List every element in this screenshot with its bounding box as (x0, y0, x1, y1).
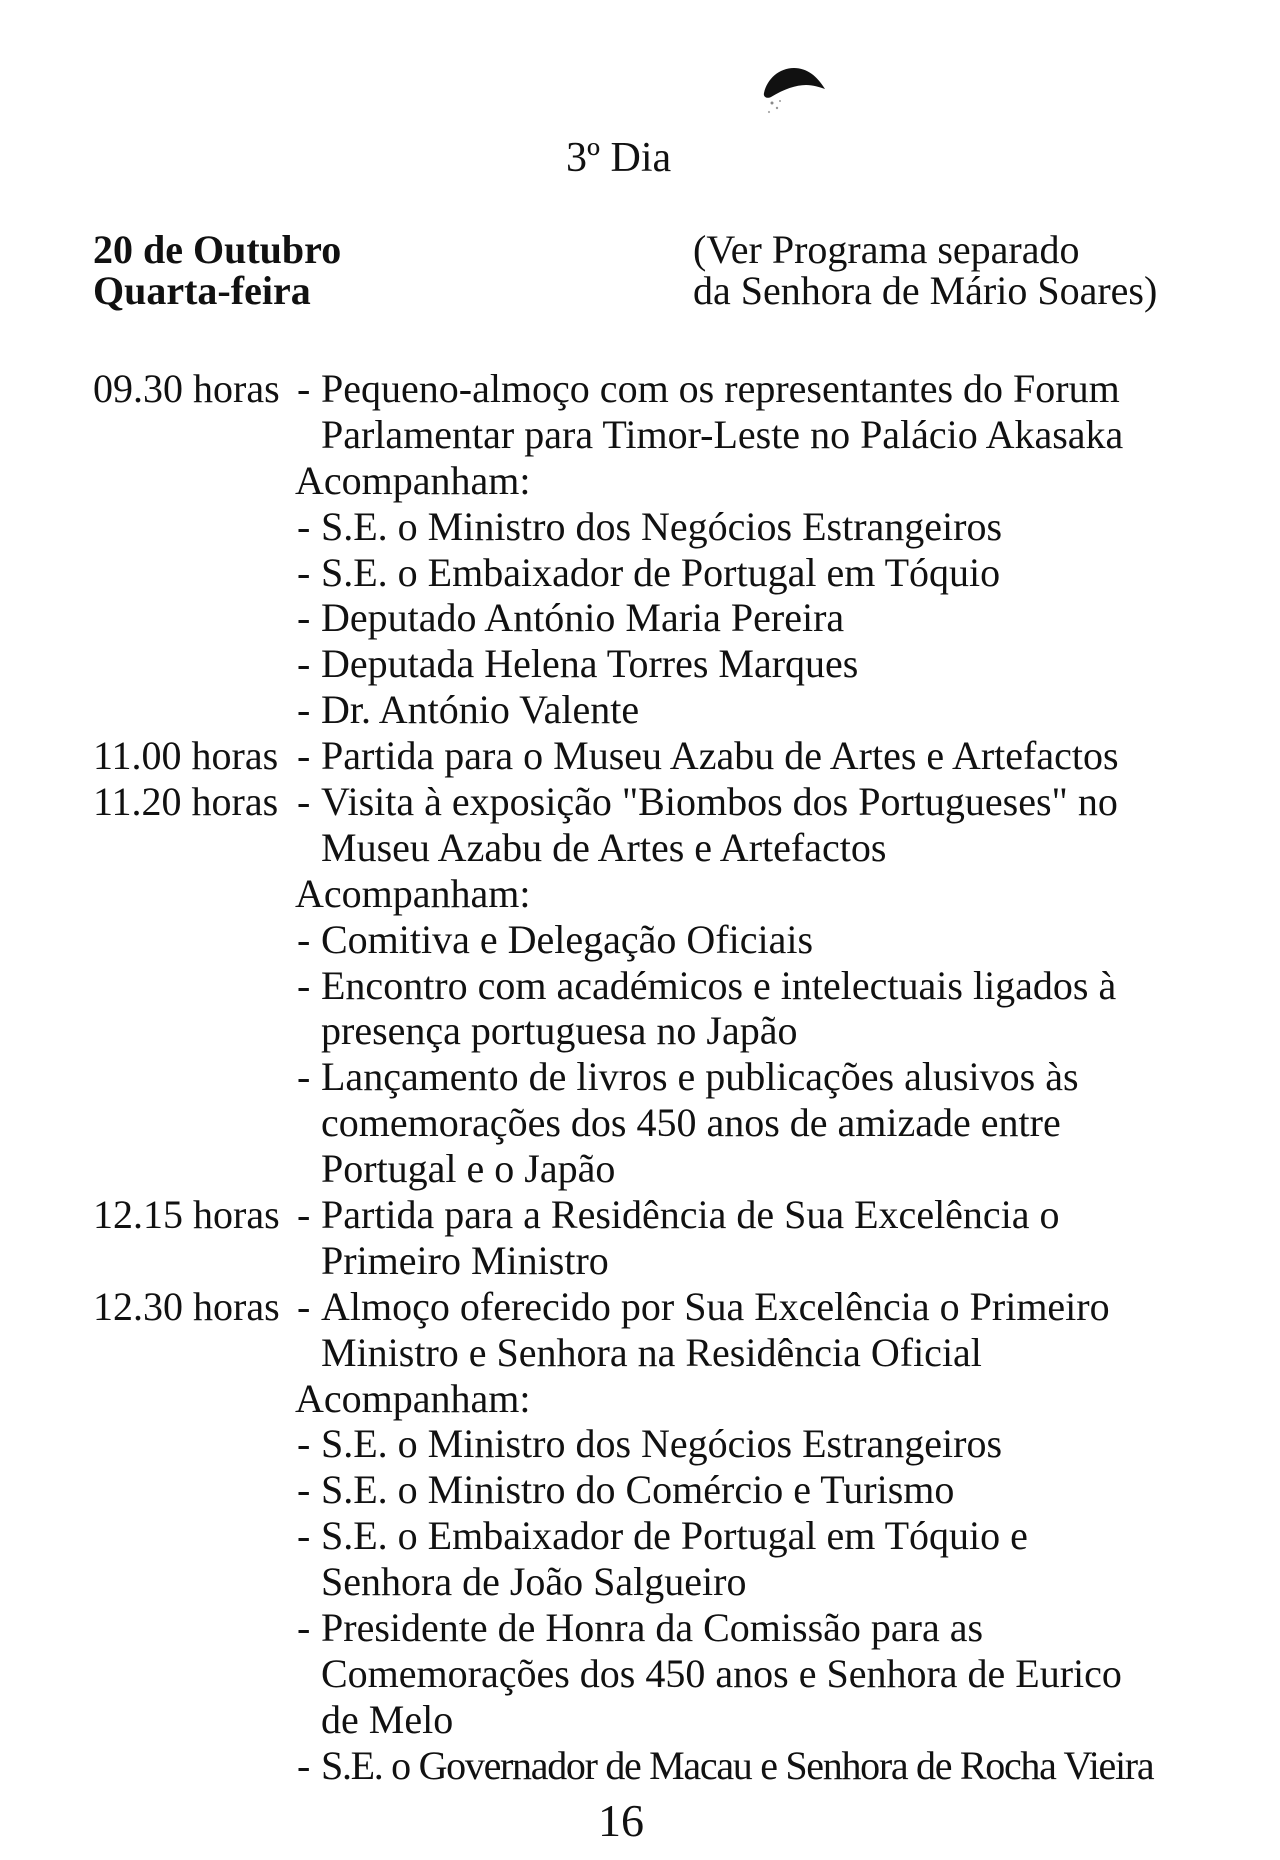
attendee-row (0, 641, 1280, 687)
page-number: 16 (598, 1795, 644, 1846)
schedule-row (0, 366, 1280, 412)
attendee-row (0, 1054, 1280, 1100)
continuation-row (0, 1238, 1280, 1284)
attendee-item: Deputada Helena Torres Marques (321, 641, 859, 687)
time-label: 11.00 horas (93, 733, 279, 779)
separator-dash: - (297, 1283, 311, 1329)
event-description-continued: Parlamentar para Timor-Leste no Palácio Akasaka (321, 411, 1124, 457)
time-label: 12.30 horas (93, 1283, 280, 1329)
attendee-item-continued: Portugal e o Japão (321, 1146, 616, 1192)
continuation-row (0, 1651, 1280, 1697)
attendee-row (0, 1743, 1280, 1789)
bullet-dash: - (297, 962, 311, 1008)
bullet-dash: - (297, 1421, 311, 1467)
attendee-item-continued: comemorações dos 450 anos de amizade entre (321, 1100, 1061, 1146)
schedule (0, 366, 1280, 1789)
separator-dash: - (297, 366, 311, 411)
time-label: 12.15 horas (93, 1192, 280, 1238)
attendee-item-continued: de Melo (321, 1696, 454, 1742)
continuation-row (0, 1330, 1280, 1376)
date: 20 de Outubro (93, 227, 342, 272)
time-label: 11.20 horas (93, 779, 279, 825)
event-description: Partida para a Residência de Sua Excelência o (321, 1192, 1060, 1238)
schedule-row (0, 1192, 1280, 1238)
event-description: Almoço oferecido por Sua Excelência o Primeiro (321, 1283, 1110, 1329)
continuation-row (0, 1008, 1280, 1054)
continuation-row (0, 412, 1280, 458)
bullet-dash: - (297, 641, 311, 687)
accompany-row (0, 871, 1280, 917)
continuation-row (0, 1100, 1280, 1146)
schedule-row (0, 779, 1280, 825)
attendee-row (0, 595, 1280, 641)
program-note-line: (Ver Programa separado (693, 227, 1080, 272)
bullet-dash: - (297, 687, 311, 733)
accompany-label: Acompanham: (295, 457, 531, 503)
attendee-item: Presidente de Honra da Comissão para as (321, 1605, 984, 1651)
attendee-item: S.E. o Embaixador de Portugal em Tóquio e (321, 1513, 1028, 1559)
event-description: Partida para o Museu Azabu de Artes e Artefactos (321, 733, 1119, 779)
attendee-item: S.E. o Embaixador de Portugal em Tóquio (321, 549, 1001, 595)
event-description: Pequeno-almoço com os representantes do Forum (321, 366, 1120, 411)
attendee-row (0, 550, 1280, 596)
ink-mark-icon (758, 62, 830, 120)
bullet-dash: - (297, 916, 311, 962)
accompany-label: Acompanham: (295, 1375, 531, 1421)
event-description-continued: Museu Azabu de Artes e Artefactos (321, 824, 887, 870)
bullet-dash: - (297, 549, 311, 595)
attendee-item: S.E. o Ministro do Comércio e Turismo (321, 1467, 955, 1513)
attendee-item: Lançamento de livros e publicações alusivos às (321, 1054, 1079, 1100)
bullet-dash: - (297, 1513, 311, 1559)
attendee-item-continued: Senhora de João Salgueiro (321, 1559, 747, 1605)
attendee-item: S.E. o Ministro dos Negócios Estrangeiros (321, 1421, 1003, 1467)
event-description-continued: Ministro e Senhora na Residência Oficial (321, 1329, 982, 1375)
event-description: Visita à exposição "Biombos dos Portugueses" no (321, 779, 1118, 825)
attendee-item-continued: Comemorações dos 450 anos e Senhora de Eurico (321, 1650, 1122, 1696)
attendee-item: Comitiva e Delegação Oficiais (321, 916, 814, 962)
attendee-row (0, 1467, 1280, 1513)
continuation-row (0, 1697, 1280, 1743)
bullet-dash: - (297, 1742, 311, 1788)
separator-dash: - (297, 1192, 311, 1238)
weekday: Quarta-feira (93, 268, 311, 313)
event-description-continued: Primeiro Ministro (321, 1237, 609, 1283)
accompany-label: Acompanham: (295, 870, 531, 916)
program-note-line: da Senhora de Mário Soares) (693, 268, 1158, 313)
attendee-row (0, 963, 1280, 1009)
separator-dash: - (297, 779, 311, 825)
attendee-row (0, 1421, 1280, 1467)
attendee-item: Deputado António Maria Pereira (321, 595, 845, 641)
attendee-row (0, 1605, 1280, 1651)
day-heading: 3º Dia (566, 135, 672, 181)
attendee-row (0, 504, 1280, 550)
attendee-item: Dr. António Valente (321, 687, 640, 733)
attendee-item: S.E. o Governador de Macau e Senhora de Rocha Vieira (321, 1742, 1154, 1788)
bullet-dash: - (297, 1054, 311, 1100)
continuation-row (0, 825, 1280, 871)
attendee-item: S.E. o Ministro dos Negócios Estrangeiros (321, 503, 1003, 549)
accompany-row (0, 458, 1280, 504)
attendee-row (0, 1513, 1280, 1559)
schedule-row (0, 733, 1280, 779)
schedule-row (0, 1284, 1280, 1330)
bullet-dash: - (297, 1605, 311, 1651)
bullet-dash: - (297, 595, 311, 641)
continuation-row (0, 1146, 1280, 1192)
accompany-row (0, 1376, 1280, 1422)
attendee-item: Encontro com académicos e intelectuais ligados à (321, 962, 1117, 1008)
attendee-row (0, 687, 1280, 733)
continuation-row (0, 1559, 1280, 1605)
attendee-item-continued: presença portuguesa no Japão (321, 1008, 798, 1054)
attendee-row (0, 917, 1280, 963)
bullet-dash: - (297, 503, 311, 549)
bullet-dash: - (297, 1467, 311, 1513)
time-label: 09.30 horas (93, 366, 280, 411)
separator-dash: - (297, 733, 311, 779)
